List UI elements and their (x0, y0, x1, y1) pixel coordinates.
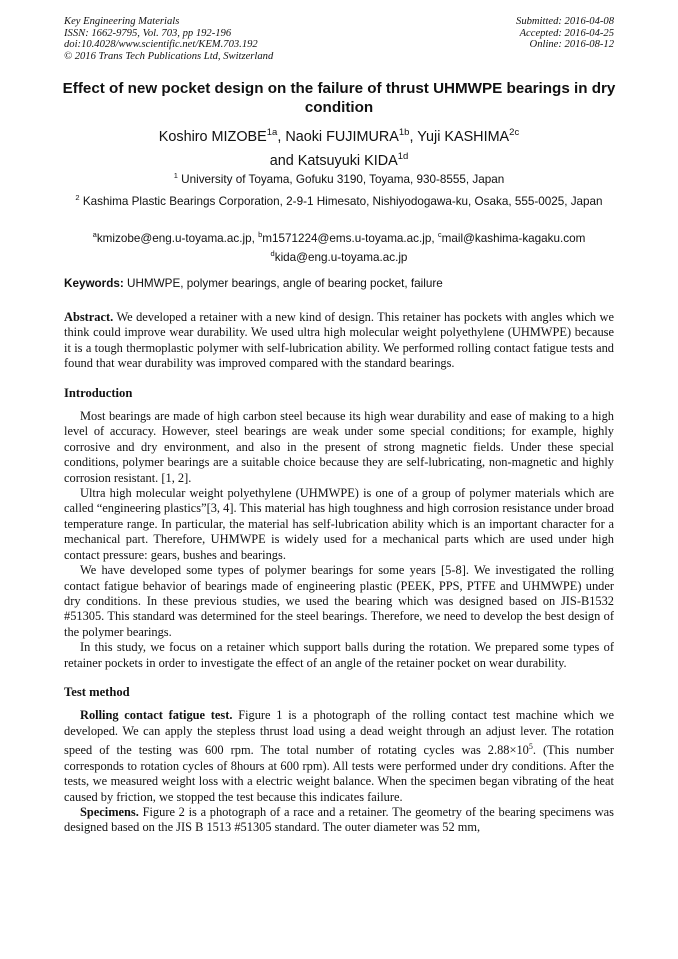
author-sup: 1a (266, 127, 278, 138)
author-name: Naoki FUJIMURA (285, 128, 399, 145)
subsection-label: Rolling contact fatigue test. (80, 708, 233, 723)
author-emails (64, 227, 614, 265)
author-list: Koshiro $MIZOBE^{1a}$, Naoki $FUJIMURA^{1b}$, Yuji $KASHIMA^{2c}$ and Katsuyuki $KIDA^{1d}$ (158, 127, 520, 169)
abstract-text: We developed a retainer with a new kind of design. This retainer has pockets with angles which we think could improve wear durability. We used ultra high molecular weight polyethylene (UHMWPE) because it is a tough thermoplastic polymer with self-lubrication ability. We performed rolling contact fatigue tests and found that wear durability was improved compared with the standard bearings. (64, 310, 614, 371)
paper-title: Effect of new pocket design on the failure of thrust UHMWPE bearings in dry condition (62, 80, 616, 116)
email-sup: b (258, 230, 263, 239)
paper-body (64, 310, 614, 836)
paragraph (64, 805, 614, 836)
paragraph: Most bearings are made of high carbon steel because its high wear durability and ease of making to a high level of accuracy. However, steel bearings are weak under some special conditions; for example, highly corrosive and dry environment, and also in the present of strong magnetic fields. Under these special conditions, polymer bearings are a suitable choice because they are self-lubricating, non-magnetic and highly corrosion resistant. [1, 2]. (64, 409, 614, 485)
accepted-date: Accepted: 2016-04-25 (519, 27, 614, 39)
journal-issn: ISSN: 1662-9795, Vol. 703, pp 192-196 (64, 27, 232, 39)
affiliation-sup: 2 (75, 193, 80, 202)
email-text: kida@eng.u-toyama.ac.jp (274, 250, 408, 264)
keywords-label: Keywords: (64, 277, 124, 290)
paragraph: Ultra high molecular weight polyethylene (UHMWPE) is one of a group of polymer materials which are called “engineering plastics”[3, 4]. This material has high toughness and high corrosion resistance under broad temperature range. In particular, the material has self-lubrication ability which is an important character for a mechanical part. Therefore, UHMWPE is widely used for a mechanical parts which are used under high contact pressure: gears, bushes and bearings. (64, 486, 614, 562)
submitted-date: Submitted: 2016-04-08 (516, 16, 614, 27)
author-sup: 2c (509, 127, 520, 138)
exponent: 5 (528, 742, 533, 752)
email-text: m1571224@ems.u-toyama.ac.jp, (262, 231, 438, 245)
keywords-text: UHMWPE, polymer bearings, angle of bearing pocket, failure (127, 277, 443, 290)
email-sup: d (270, 248, 275, 258)
author-name: Katsuyuki KIDA (297, 152, 398, 169)
online-date: Online: 2016-08-12 (529, 39, 614, 51)
paragraph: In this study, we focus on a retainer which support balls during the rotation. We prepared some types of retainer pockets in order to investigate the effect of an angle of the retainer pocket on wear durability. (64, 640, 614, 670)
journal-name: Key Engineering Materials (64, 16, 180, 27)
author-sup: 1d (397, 150, 409, 162)
author-sup: 1b (398, 127, 410, 138)
affiliation-sup: 1 (173, 171, 178, 180)
email-text: kmizobe@eng.u-toyama.ac.jp, (96, 231, 259, 245)
email-sup: a (92, 230, 97, 239)
author-name: Yuji KASHIMA (417, 128, 510, 145)
email-sup: c (437, 230, 442, 239)
journal-copyright: © 2016 Trans Tech Publications Ltd, Switzerland (64, 50, 274, 62)
section-heading-introduction: Introduction (64, 385, 133, 400)
paragraph (64, 708, 614, 805)
email-text: mail@kashima-kagaku.com (441, 231, 586, 245)
paragraph-text: Figure 1 is a photograph of the rolling contact test machine which we developed. We can apply the stepless thrust load using a dead weight through an adjust lever. The rotation speed of the testing was 600 rpm. The total number of rotating cycles was 2.88×10 (64, 708, 614, 758)
paragraph-text: Figure 2 is a photograph of a race and a retainer. The geometry of the bearing specimens was designed based on the JIS B 1513 #51305 standard. The outer diameter was 52 mm, (64, 804, 615, 835)
subsection-label: Specimens. (80, 804, 139, 819)
abstract-label: Abstract. (64, 310, 114, 324)
affiliation-text: University of Toyama, Gofuku 3190, Toyama, 930-8555, Japan (181, 172, 505, 186)
journal-doi: doi:10.4028/www.scientific.net/KEM.703.192 (64, 39, 258, 51)
paragraph-text: . (This number corresponds to rotation cycles of 8hours at 600 rpm). All tests were performed under dry conditions. After the tests, we measured weight loss with a electric weight balance. When the specimen began vibrating of the heat caused by friction, we stopped the test because this indicates failure. (64, 743, 614, 804)
affiliation-text: Kashima Plastic Bearings Corporation, 2-9-1 Himesato, Nishiyodogawa-ku, Osaka, 555-0025, Japan (82, 194, 603, 208)
keywords (64, 277, 443, 290)
section-heading-test-method: Test method (64, 684, 130, 699)
affiliation-2 (64, 190, 614, 209)
affiliation-1 (64, 168, 614, 187)
author-name: Koshiro MIZOBE (158, 128, 267, 145)
abstract (64, 310, 614, 372)
paragraph: We have developed some types of polymer bearings for some years [5-8]. We investigated the rolling contact fatigue behavior of bearings made of engineering plastic (PEEK, PPS, PTFE and UHMWPE) under dry conditions. In these previous studies, we used the bearing which was designed based on JIS-B1532 #51305. This standard was determined for the steel bearings. Therefore, we need to develop the best design of the polymer bearings. (64, 563, 614, 639)
publication-dates (516, 16, 614, 51)
journal-info (64, 16, 273, 62)
